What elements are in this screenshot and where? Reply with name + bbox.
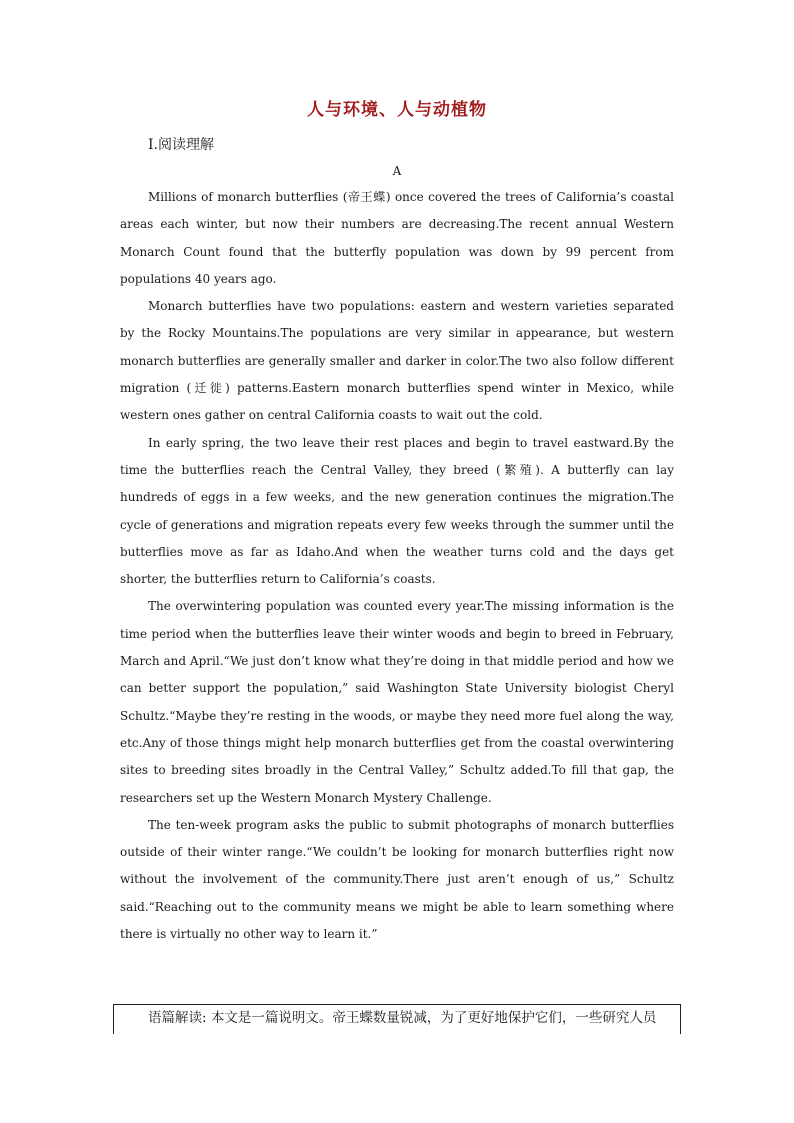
section-heading: Ⅰ.阅读理解 — [148, 137, 214, 153]
summary-text: 语篇解读: 本文是一篇说明文。帝王蝶数量锐减，为了更好地保护它们，一些研究人员 — [148, 1010, 657, 1026]
paragraph-4: The overwintering population was counted every year.The missing information is the time period when the butterflies leave their winter woods and begin to breed in February, March and April.“We just don’t know what they’re doing in that middle period and how we can better support the population,” said Washington State University biologist Cheryl Schultz.“Maybe they’re resting in the woods, or maybe they need more fuel along the way, etc.Any of those things might help monarch butterflies get from the coastal overwintering sites to breeding sites broadly in the Central Valley,” Schultz added.To fill that gap, the researchers set up the Western Monarch Mystery Challenge. — [120, 599, 674, 805]
document-page — [120, 95, 674, 948]
paragraph-5: The ten-week program asks the public to submit photographs of monarch butterflies outside of their winter range.“We couldn’t be looking for monarch butterflies right now without the involvement of the community.There just aren’t enough of us,” Schultz said.“Reaching out to the community means we might be able to learn something where there is virtually no other way to learn it.” — [120, 817, 674, 942]
paragraph-2: Monarch butterflies have two populations: eastern and western varieties separated by the Rocky Mountains.The populations are very similar in appearance, but western monarch butterflies are generally smaller and darker in color.The two also follow different migration (迁徙) patterns.Eastern monarch butterflies spend winter in Mexico, while western ones gather on central California coasts to wait out the cold. — [120, 299, 674, 423]
summary-box — [113, 1004, 681, 1034]
passage-label: A — [392, 164, 402, 178]
paragraph-1: Millions of monarch butterflies (帝王蝶) once covered the trees of California’s coastal areas each winter, but now their numbers are decreasing.The recent annual Western Monarch Count found that the butterfly population was down by 99 percent from populations 40 years ago. — [120, 190, 674, 286]
paragraph-3: In early spring, the two leave their rest places and begin to travel eastward.By the time the butterflies reach the Central Valley, they breed (繁殖). A butterfly can lay hundreds of eggs in a few weeks, and the new generation continues the migration.The cycle of generations and migration repeats every few weeks through the summer until the butterflies move as far as Idaho.And when the weather turns cold and the days get shorter, the butterflies return to California’s coasts. — [120, 435, 674, 587]
document-title: 人与环境、人与动植物 — [307, 100, 487, 120]
